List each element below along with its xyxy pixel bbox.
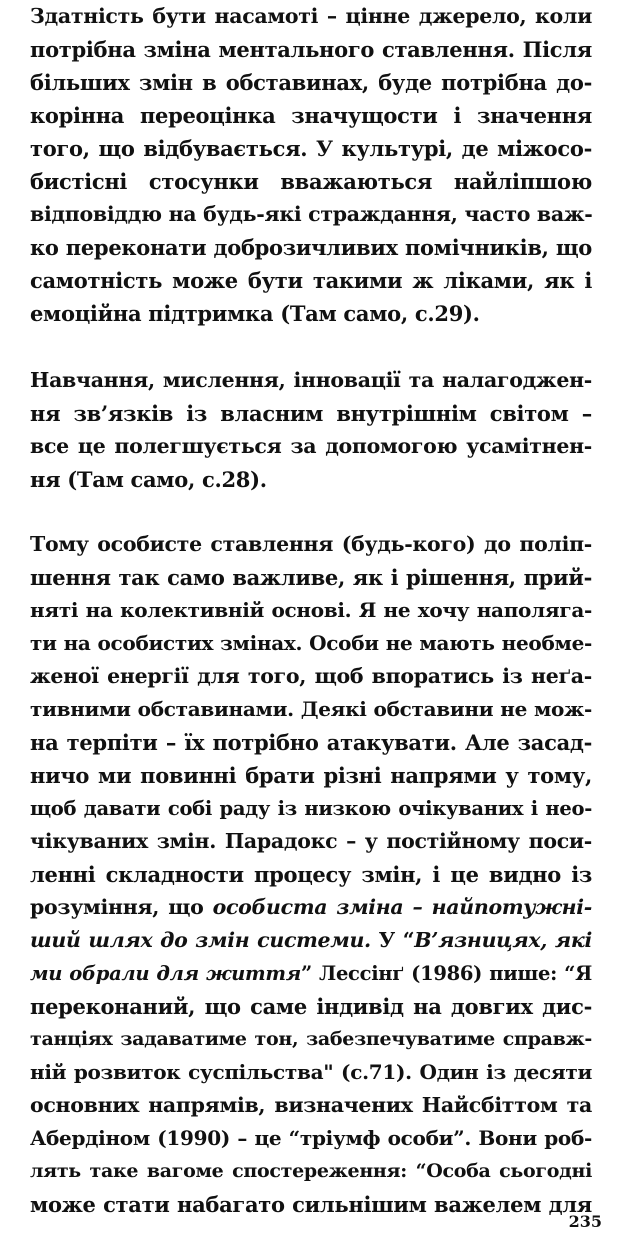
text-line: ничо ми повинні брати різні напрями у тому, (30, 763, 592, 788)
text-line: потрібна зміна ментального ставлення. Після (30, 37, 592, 62)
text-line: чікуваних змін. Парадокс – у постійному поси- (30, 829, 592, 853)
text-line: Здатність бути насамоті – цінне джерело, коли (30, 4, 592, 28)
text-line: на терпіти – їх потрібно атакувати. Але засад- (30, 730, 592, 755)
text-line: корінна переоцінка значущости і значення (30, 103, 592, 128)
text-line: може стати набагато сильнішим важелем для (30, 1192, 592, 1217)
text-line: відповіддю на будь-які страждання, часто важ- (30, 202, 593, 226)
paragraph-2 (30, 364, 592, 496)
text-line: Тому особисте ставлення (будь-кого) до поліп- (30, 532, 592, 556)
page-number: 235 (568, 1212, 602, 1231)
text-line: емоційна підтримка (Там само, с.29). (30, 301, 480, 326)
text-line (30, 924, 592, 957)
italic-emphasis: ший шлях до змін системи. (30, 928, 371, 952)
italic-book-title: ми обрали для життя (30, 962, 301, 985)
text-line: ня зв’язків із власним внутрішнім світом – (30, 401, 592, 426)
text-line: бистісні стосунки вважаються найліпшою (30, 169, 592, 194)
text-line: ленні складности процесу змін, і це видно із (30, 862, 592, 887)
text-fragment: розуміння, що (30, 895, 213, 919)
text-line: няті на колективній основі. Я не хочу наполяга- (30, 598, 592, 622)
text-line: Навчання, мислення, інновації та налагоджен- (30, 368, 592, 392)
text-line: ня (Там само, с.28). (30, 467, 267, 492)
text-line: щоб давати собі раду із низкою очікуваних і нео- (30, 797, 592, 820)
text-line (30, 891, 592, 924)
text-line: ко переконати доброзичливих помічників, що (30, 235, 592, 260)
text-line: лять таке вагоме спостереження: “Особа сьогодні (30, 1160, 592, 1182)
text-line: того, що відбувається. У культурі, де міжосо- (30, 136, 592, 161)
paragraph-3 (30, 528, 592, 1221)
text-line: ній розвиток суспільства" (с.71). Один із десяти (30, 1060, 592, 1084)
text-line: ти на особистих змінах. Особи не мають необме- (30, 631, 592, 655)
italic-book-title: В’язницях, які (414, 928, 592, 952)
text-fragment: ” Лессінґ (1986) пише: “Я (300, 962, 592, 985)
paragraph-1 (30, 0, 592, 330)
italic-emphasis: особиста зміна – найпотужні- (212, 895, 592, 919)
text-line: Абердіном (1990) – це “тріумф особи”. Вони роб- (30, 1126, 592, 1150)
text-line: переконаний, що саме індивід на довгих дис- (30, 994, 592, 1019)
text-line: більших змін в обставинах, буде потрібна до- (30, 70, 592, 95)
text-line: самотність може бути такими ж ліками, як і (30, 268, 592, 293)
text-line: тивними обставинами. Деякі обставини не мож- (30, 697, 592, 721)
text-line: танціях задаватиме тон, забезпечуватиме справж- (30, 1028, 592, 1050)
text-line: основних напрямів, визначених Найсбіттом та (30, 1093, 592, 1117)
text-line (30, 957, 592, 990)
text-line: женої енергії для того, щоб впоратись із неґа- (30, 664, 592, 688)
text-line: шення так само важливе, як і рішення, прий- (30, 565, 592, 590)
text-fragment: У “ (370, 928, 415, 952)
text-line: все це полегшується за допомогою усамітнен- (30, 434, 592, 458)
